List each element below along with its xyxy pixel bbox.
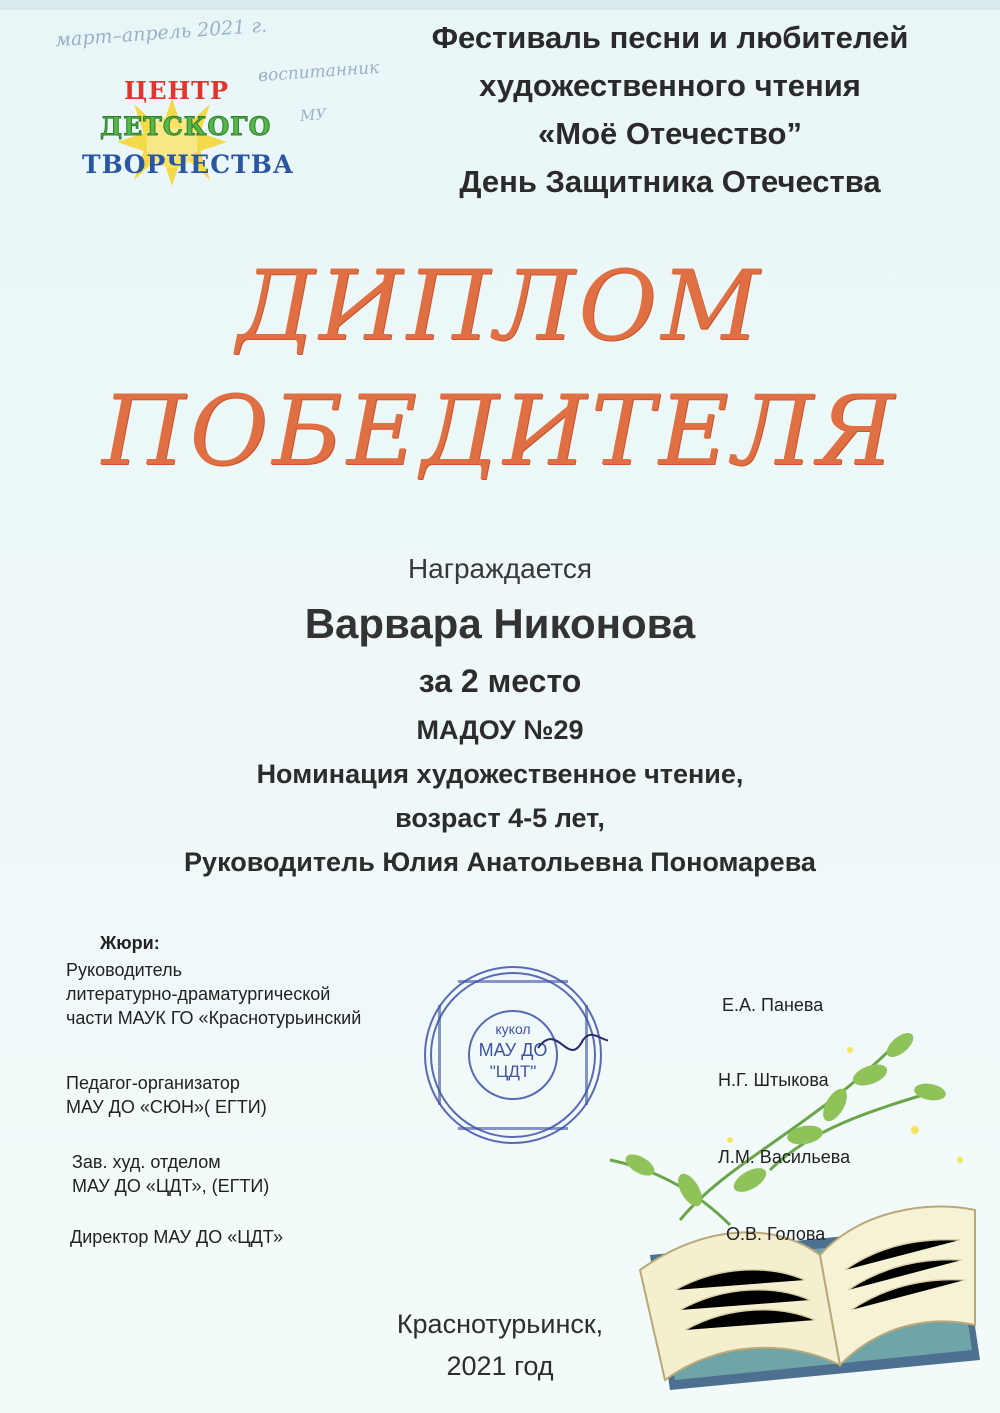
jury-member-1-role-line3: части МАУК ГО «Краснотурьинский <box>66 1008 362 1028</box>
mentor: Руководитель Юлия Анатольевна Пономарева <box>184 847 816 877</box>
header-line2: художественного чтения <box>479 68 861 103</box>
cdt-logo <box>72 68 295 203</box>
jury-member-2-signature: Н.Г. Штыкова <box>718 1070 829 1090</box>
jury-member-2-role-line2: МАУ ДО «СЮН»( ЕГТИ) <box>66 1097 267 1117</box>
organization: МАДОУ №29 <box>416 715 584 745</box>
jury-member-2-role <box>66 1071 267 1119</box>
director-signature-scribble <box>538 1035 608 1050</box>
jury-member-3-role-line2: МАУ ДО «ЦДТ», (ЕГТИ) <box>72 1176 270 1196</box>
jury-member-3-signature: Л.М. Васильева <box>718 1147 851 1167</box>
stamp-center-line2: "ЦДТ" <box>489 1062 537 1081</box>
jury-member-3-role <box>72 1150 269 1198</box>
jury-member-4-role <box>70 1225 283 1249</box>
footer-city: Краснотурьинск, <box>396 1309 604 1339</box>
jury-member-3-role-line1: Зав. худ. отделом <box>72 1152 221 1172</box>
award-details <box>0 708 1000 884</box>
header-line4: День Защитника Отечества <box>459 164 881 199</box>
header-line3: «Моё Отечество” <box>538 116 802 151</box>
age-group: возраст 4-5 лет, <box>395 803 605 833</box>
jury-member-1-role-line1: Руководитель <box>66 960 182 980</box>
jury-title: Жюри: <box>100 933 160 953</box>
logo-line3: ТВОРЧЕСТВА <box>82 150 295 179</box>
nomination: Номинация художественное чтение, <box>256 759 744 789</box>
footer <box>0 1303 1000 1387</box>
logo-line1: ЦЕНТР <box>124 76 230 105</box>
logo-line2: ДЕТСКОГО <box>100 112 272 141</box>
footer-year: 2021 год <box>446 1351 554 1381</box>
handwritten-note-line1: март–апрель 2021 г. <box>54 14 268 52</box>
official-stamp <box>418 960 608 1150</box>
festival-header <box>380 14 960 206</box>
jury-member-4-role-line1: Директор МАУ ДО «ЦДТ» <box>70 1227 283 1247</box>
awarded-label: Награждается <box>407 553 593 584</box>
place-text: за 2 место <box>418 663 582 699</box>
jury-member-1-role <box>66 958 361 1030</box>
jury-member-1-signature: Е.А. Панева <box>722 995 824 1015</box>
diploma-subtitle: ПОБЕДИТЕЛЯ <box>101 375 899 487</box>
awardee-name: Варвара Никонова <box>304 600 696 647</box>
diploma-title: ДИПЛОМ <box>236 250 764 362</box>
jury-member-4-signature: О.В. Голова <box>726 1224 826 1244</box>
jury-member-1-role-line2: литературно-драматургической <box>66 984 331 1004</box>
header-line1: Фестиваль песни и любителей <box>431 20 909 55</box>
stamp-center-line1: МАУ ДО <box>478 1040 548 1060</box>
stamp-top-word: кукол <box>495 1021 531 1037</box>
handwritten-note-line3: МУ <box>299 105 327 125</box>
handwritten-note-line2: воспитанник <box>257 57 380 87</box>
jury-member-2-role-line1: Педагог-организатор <box>66 1073 240 1093</box>
